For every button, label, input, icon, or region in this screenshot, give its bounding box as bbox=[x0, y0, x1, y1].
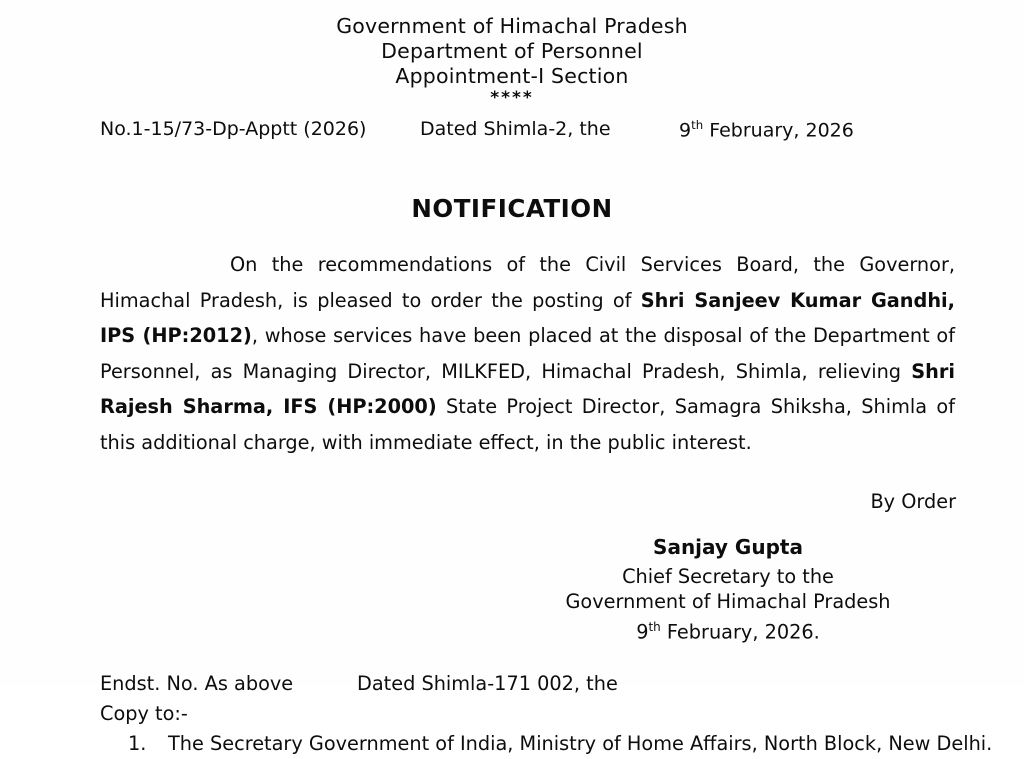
list-item bbox=[0, 729, 1024, 759]
notification-title: NOTIFICATION bbox=[411, 194, 613, 223]
endorsement-dated: Dated Shimla-171 002, the bbox=[357, 672, 618, 696]
copy-to-label: Copy to:- bbox=[100, 702, 188, 726]
signature-date-ordinal: th bbox=[648, 619, 661, 634]
reference-date-ordinal: th bbox=[691, 118, 704, 132]
copy-to-list bbox=[0, 729, 1024, 759]
signature-date bbox=[478, 615, 978, 645]
notification-body bbox=[100, 247, 955, 460]
header-government-line: Government of Himachal Pradesh bbox=[336, 14, 688, 38]
officer-name-posted: Shri Sanjeev Kumar Gandhi, IPS (HP:2012) bbox=[100, 288, 955, 347]
signature-date-rest: February, 2026. bbox=[666, 619, 820, 643]
signatory-designation-line-1: Chief Secretary to the bbox=[622, 564, 834, 588]
signatory-name: Sanjay Gupta bbox=[653, 535, 803, 559]
list-item-text: The Secretary Government of India, Ministry of Home Affairs, North Block, New Delhi. bbox=[168, 732, 993, 756]
document-header bbox=[0, 0, 1024, 108]
reference-number: No.1-15/73-Dp-Apptt (2026) bbox=[100, 118, 367, 140]
endorsement-number: Endst. No. As above bbox=[100, 672, 294, 696]
reference-dated-label: Dated Shimla-2, the bbox=[420, 118, 611, 140]
header-star-divider: **** bbox=[490, 88, 534, 108]
reference-row bbox=[0, 118, 1024, 152]
body-text-part-2: , whose services have been placed at the disposal of the Department of Personnel, as Managing Director, MILKFED, Himachal Pradesh, Shimla, relieving bbox=[100, 324, 955, 383]
signature-date-day: 9 bbox=[636, 619, 649, 643]
reference-date-day: 9 bbox=[679, 119, 692, 142]
body-text-part-1: On the recommendations of the Civil Services Board, the Governor, Himachal Pradesh, is pleased to order the posting of bbox=[100, 253, 955, 312]
signatory-designation-line-2: Government of Himachal Pradesh bbox=[565, 590, 891, 613]
officer-name-relieved: Shri Rajesh Sharma, IFS (HP:2000) bbox=[100, 359, 955, 418]
endorsement-row bbox=[0, 672, 1024, 700]
reference-date bbox=[679, 118, 854, 141]
list-item-number: 1. bbox=[128, 732, 147, 756]
reference-date-rest: February, 2026 bbox=[709, 119, 854, 142]
by-order-label: By Order bbox=[870, 490, 956, 513]
body-text-part-3: State Project Director, Samagra Shiksha, Shimla of this additional charge, with immediate effect, in the public interest. bbox=[100, 395, 955, 454]
header-department-line: Department of Personnel bbox=[381, 39, 643, 63]
header-section-line: Appointment-I Section bbox=[395, 64, 629, 88]
signature-block bbox=[478, 535, 978, 644]
